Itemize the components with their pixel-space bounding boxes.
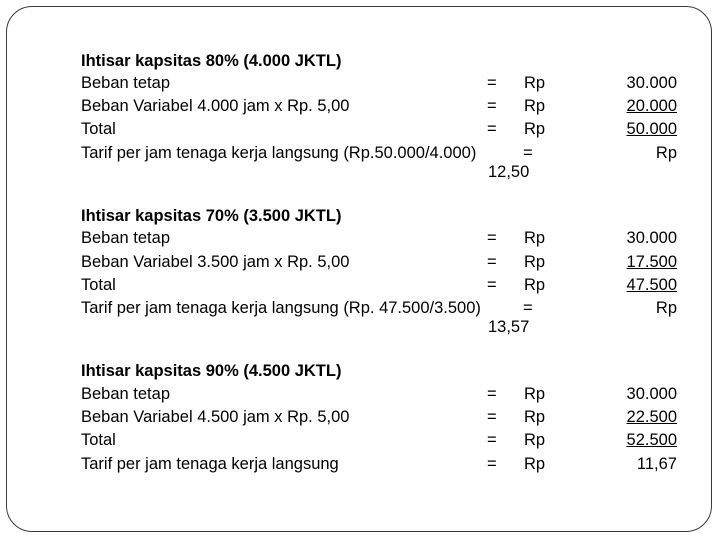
currency-label: Rp <box>524 276 546 294</box>
section-heading: Ihtisar kapsitas 80% (4.000 JKTL) <box>81 52 342 70</box>
amount-value: 50.000 <box>626 120 677 138</box>
tarif-value: 13,57 <box>488 318 530 336</box>
amount-value: 17.500 <box>626 253 677 271</box>
currency-label: Rp <box>524 385 546 403</box>
equals-sign: = <box>487 385 497 403</box>
row-label: Total <box>81 276 116 294</box>
equals-sign: = <box>487 253 497 271</box>
equals-sign: = <box>523 144 533 162</box>
currency-label: Rp <box>524 120 546 138</box>
currency-label: Rp <box>524 229 546 247</box>
row-label: Total <box>81 431 116 449</box>
tarif-label: Tarif per jam tenaga kerja langsung (Rp. 47.500/3.500) <box>81 299 481 317</box>
row-label: Beban Variabel 4.000 jam x Rp. 5,00 <box>81 97 350 115</box>
currency-label: Rp <box>524 253 546 271</box>
currency-label: Rp <box>655 299 677 317</box>
amount-value: 30.000 <box>626 385 677 403</box>
amount-value: 30.000 <box>626 229 677 247</box>
currency-label: Rp <box>524 455 546 473</box>
row-label: Total <box>81 120 116 138</box>
equals-sign: = <box>487 408 497 426</box>
equals-sign: = <box>487 229 497 247</box>
equals-sign: = <box>487 276 497 294</box>
amount-value: 47.500 <box>626 276 677 294</box>
equals-sign: = <box>487 431 497 449</box>
currency-label: Rp <box>524 431 546 449</box>
tarif-value: 12,50 <box>488 163 530 181</box>
row-label: Beban tetap <box>81 74 170 92</box>
currency-label: Rp <box>524 97 546 115</box>
row-label: Beban tetap <box>81 385 170 403</box>
equals-sign: = <box>487 97 497 115</box>
row-label: Beban Variabel 3.500 jam x Rp. 5,00 <box>81 253 350 271</box>
row-label: Beban tetap <box>81 229 170 247</box>
amount-value: 30.000 <box>626 74 677 92</box>
currency-label: Rp <box>655 144 677 162</box>
equals-sign: = <box>487 120 497 138</box>
tarif-label: Tarif per jam tenaga kerja langsung (Rp.50.000/4.000) <box>81 144 477 162</box>
row-label: Beban Variabel 4.500 jam x Rp. 5,00 <box>81 408 350 426</box>
amount-value: 11,67 <box>636 455 677 473</box>
amount-value: 20.000 <box>626 97 677 115</box>
equals-sign: = <box>487 74 497 92</box>
section-heading: Ihtisar kapsitas 70% (3.500 JKTL) <box>81 207 342 225</box>
equals-sign: = <box>487 455 497 473</box>
section-heading: Ihtisar kapsitas 90% (4.500 JKTL) <box>81 362 342 380</box>
amount-value: 52.500 <box>626 431 677 449</box>
equals-sign: = <box>523 299 533 317</box>
amount-value: 22.500 <box>626 408 677 426</box>
slide-frame <box>6 6 712 532</box>
currency-label: Rp <box>524 74 546 92</box>
row-label: Tarif per jam tenaga kerja langsung <box>81 455 339 473</box>
currency-label: Rp <box>524 408 546 426</box>
